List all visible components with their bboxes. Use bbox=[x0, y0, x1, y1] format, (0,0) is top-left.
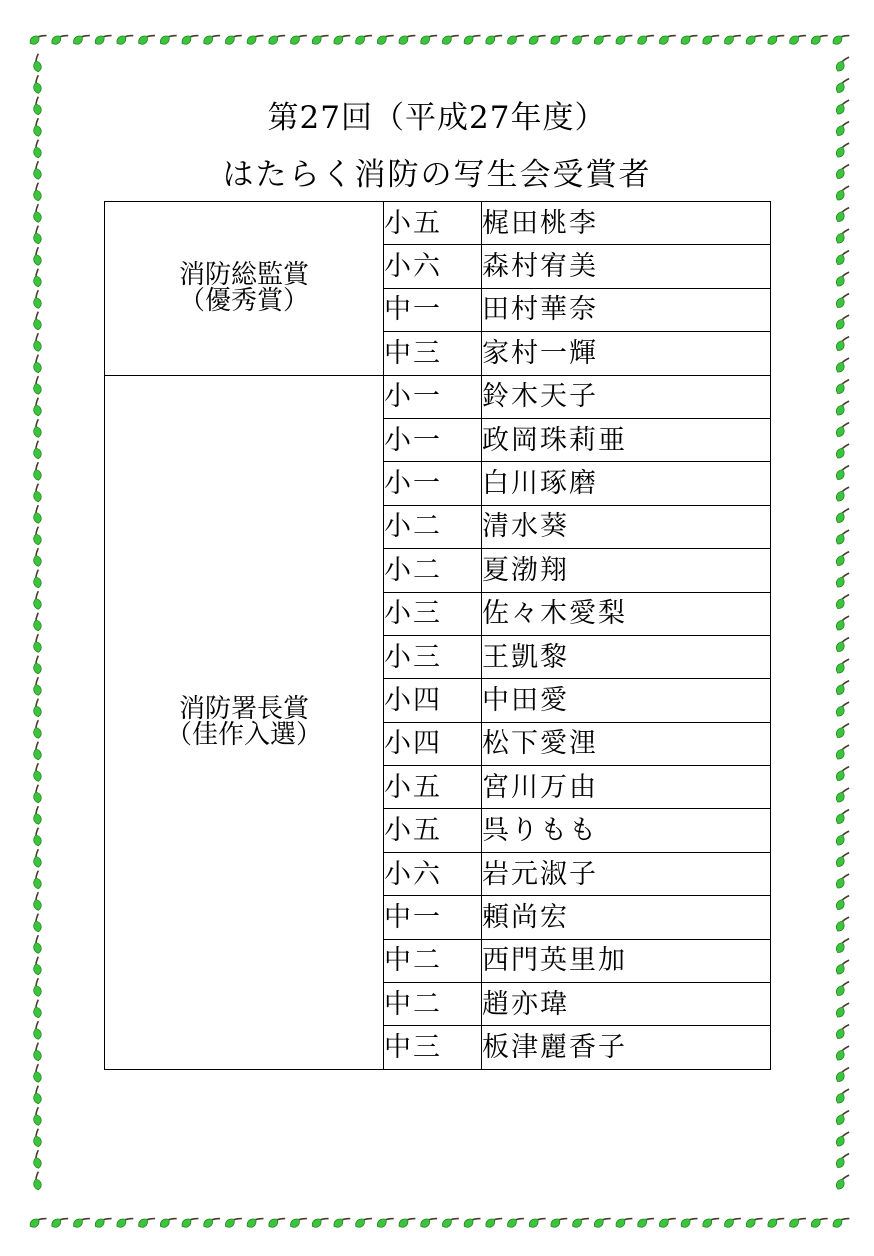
leaf-icon bbox=[835, 957, 849, 976]
leaf-icon bbox=[571, 1212, 589, 1230]
leaf-icon bbox=[30, 355, 44, 374]
grade-cell: 中二 bbox=[384, 939, 482, 982]
leaf-icon bbox=[835, 936, 849, 955]
leaf-icon bbox=[30, 312, 44, 331]
leaf-icon bbox=[419, 1212, 437, 1230]
leaf-icon bbox=[289, 1212, 307, 1230]
leaf-icon bbox=[835, 592, 849, 611]
leaf-icon bbox=[835, 355, 849, 374]
leaf-icon bbox=[30, 484, 44, 503]
leaf-icon bbox=[701, 1212, 719, 1230]
leaf-icon bbox=[332, 29, 350, 47]
grade-cell: 中三 bbox=[384, 332, 482, 375]
leaf-icon bbox=[835, 1129, 849, 1148]
leaf-icon bbox=[158, 1212, 176, 1230]
leaf-icon bbox=[30, 441, 44, 460]
leaf-icon bbox=[835, 506, 849, 525]
leaf-icon bbox=[679, 29, 697, 47]
grade-cell: 中一 bbox=[384, 288, 482, 331]
leaf-icon bbox=[506, 29, 524, 47]
leaf-icon bbox=[835, 656, 849, 675]
leaf-icon bbox=[28, 29, 46, 47]
winner-name-cell: 佐々木愛梨 bbox=[482, 592, 771, 635]
leaf-icon bbox=[831, 1212, 849, 1230]
leaf-icon bbox=[809, 1212, 827, 1230]
winner-name-cell: 森村宥美 bbox=[482, 245, 771, 288]
leaf-icon bbox=[835, 377, 849, 396]
leaf-icon bbox=[835, 463, 849, 482]
winner-name-cell: 西門英里加 bbox=[482, 939, 771, 982]
leaf-icon bbox=[137, 1212, 155, 1230]
leaf-icon bbox=[835, 699, 849, 718]
leaf-icon bbox=[484, 1212, 502, 1230]
winner-name-cell: 家村一輝 bbox=[482, 332, 771, 375]
leaf-icon bbox=[30, 1172, 44, 1191]
leaf-icon bbox=[835, 807, 849, 826]
leaf-icon bbox=[744, 29, 762, 47]
leaf-icon bbox=[267, 1212, 285, 1230]
leaf-icon bbox=[835, 570, 849, 589]
grade-cell: 小三 bbox=[384, 635, 482, 678]
leaf-icon bbox=[835, 721, 849, 740]
leaf-icon bbox=[419, 29, 437, 47]
leaf-icon bbox=[835, 269, 849, 288]
leaf-icon bbox=[30, 269, 44, 288]
leaf-icon bbox=[30, 892, 44, 911]
leaf-icon bbox=[30, 1000, 44, 1019]
leaf-icon bbox=[835, 1022, 849, 1041]
leaf-icon bbox=[835, 1172, 849, 1191]
leaf-icon bbox=[835, 398, 849, 417]
leaf-icon bbox=[30, 699, 44, 718]
leaf-icon bbox=[30, 419, 44, 438]
leaf-icon bbox=[30, 935, 44, 954]
leaf-icon bbox=[636, 29, 654, 47]
leaf-icon bbox=[30, 75, 44, 94]
winner-name-cell: 梶田桃李 bbox=[482, 202, 771, 245]
grade-cell: 小四 bbox=[384, 679, 482, 722]
leaf-icon bbox=[28, 1212, 46, 1230]
leaf-icon bbox=[831, 29, 849, 47]
award-name: 消防総監賞 bbox=[178, 260, 309, 291]
grade-cell: 中一 bbox=[384, 896, 482, 939]
leaf-icon bbox=[835, 1043, 849, 1062]
grade-cell: 小五 bbox=[384, 766, 482, 809]
leaf-icon bbox=[835, 549, 849, 568]
leaf-icon bbox=[527, 1212, 545, 1230]
leaf-icon bbox=[30, 978, 44, 997]
leaf-icon bbox=[30, 290, 44, 309]
leaf-icon bbox=[835, 635, 849, 654]
leaf-icon bbox=[245, 1212, 263, 1230]
leaf-icon bbox=[180, 1212, 198, 1230]
page-subtitle: はたらく消防の写生会受賞者 bbox=[222, 157, 652, 193]
grade-cell: 小一 bbox=[384, 375, 482, 418]
leaf-icon bbox=[549, 1212, 567, 1230]
leaf-icon bbox=[30, 677, 44, 696]
leaf-icon bbox=[158, 29, 176, 47]
leaf-icon bbox=[462, 29, 480, 47]
leaf-icon bbox=[30, 398, 44, 417]
leaf-icon bbox=[30, 785, 44, 804]
leaf-icon bbox=[835, 613, 849, 632]
leaf-icon bbox=[835, 1000, 849, 1019]
leaf-icon bbox=[202, 29, 220, 47]
leaf-icon bbox=[835, 850, 849, 869]
leaf-icon bbox=[30, 828, 44, 847]
leaf-icon bbox=[614, 1212, 632, 1230]
leaf-icon bbox=[310, 1212, 328, 1230]
leaf-icon bbox=[30, 742, 44, 761]
leaf-icon bbox=[440, 29, 458, 47]
grade-cell: 小六 bbox=[384, 852, 482, 895]
grade-cell: 小二 bbox=[384, 505, 482, 548]
leaf-icon bbox=[835, 248, 849, 267]
leaf-icon bbox=[30, 570, 44, 589]
leaf-icon bbox=[614, 29, 632, 47]
winner-name-cell: 田村華奈 bbox=[482, 288, 771, 331]
leaf-icon bbox=[744, 1212, 762, 1230]
leaf-icon bbox=[30, 871, 44, 890]
grade-cell: 小二 bbox=[384, 549, 482, 592]
leaf-icon bbox=[375, 29, 393, 47]
leaf-icon bbox=[835, 420, 849, 439]
leaf-icon bbox=[835, 678, 849, 697]
leaf-icon bbox=[766, 1212, 784, 1230]
leaf-icon bbox=[30, 1150, 44, 1169]
award-name: 消防署長賞 bbox=[178, 694, 309, 725]
leaf-icon bbox=[397, 1212, 415, 1230]
leaf-icon bbox=[835, 893, 849, 912]
leaf-icon bbox=[835, 1086, 849, 1105]
winner-name-cell: 中田愛 bbox=[482, 679, 771, 722]
leaf-icon bbox=[115, 29, 133, 47]
leaf-icon bbox=[592, 29, 610, 47]
leaf-icon bbox=[30, 226, 44, 245]
leaf-icon bbox=[679, 1212, 697, 1230]
leaf-icon bbox=[354, 1212, 372, 1230]
grade-cell: 小一 bbox=[384, 462, 482, 505]
grade-cell: 小六 bbox=[384, 245, 482, 288]
winner-name-cell: 王凱黎 bbox=[482, 635, 771, 678]
leaf-icon bbox=[30, 1107, 44, 1126]
leaf-icon bbox=[549, 29, 567, 47]
leaf-icon bbox=[30, 957, 44, 976]
leaf-icon bbox=[332, 1212, 350, 1230]
winner-name-cell: 趙亦瑋 bbox=[482, 983, 771, 1026]
leaf-icon bbox=[723, 1212, 741, 1230]
leaf-icon bbox=[30, 1021, 44, 1040]
award-category-cell bbox=[105, 375, 384, 1069]
leaf-icon bbox=[835, 334, 849, 353]
leaf-icon bbox=[835, 785, 849, 804]
leaf-icon bbox=[115, 1212, 133, 1230]
leaf-icon bbox=[835, 764, 849, 783]
leaf-icon bbox=[592, 1212, 610, 1230]
leaf-icon bbox=[30, 527, 44, 546]
leaf-icon bbox=[835, 979, 849, 998]
leaf-icon bbox=[657, 29, 675, 47]
winner-name-cell: 松下愛浬 bbox=[482, 722, 771, 765]
leaf-icon bbox=[93, 1212, 111, 1230]
leaf-icon bbox=[30, 806, 44, 825]
leaf-icon bbox=[835, 527, 849, 546]
leaf-icon bbox=[571, 29, 589, 47]
award-subtitle: （優秀賞） bbox=[178, 286, 309, 317]
winner-name-cell: 夏渤翔 bbox=[482, 549, 771, 592]
leaf-icon bbox=[30, 204, 44, 223]
winner-name-cell: 鈴木天子 bbox=[482, 375, 771, 418]
leaf-icon bbox=[766, 29, 784, 47]
winner-name-cell: 政岡珠莉亜 bbox=[482, 418, 771, 461]
leaf-icon bbox=[30, 54, 44, 73]
leaf-icon bbox=[267, 29, 285, 47]
leaf-icon bbox=[50, 29, 68, 47]
leaf-icon bbox=[30, 634, 44, 653]
leaf-icon bbox=[835, 54, 849, 73]
winner-name-cell: 岩元淑子 bbox=[482, 852, 771, 895]
leaf-icon bbox=[835, 291, 849, 310]
winner-name-cell: 呉りもも bbox=[482, 809, 771, 852]
leaf-icon bbox=[809, 29, 827, 47]
leaf-icon bbox=[30, 763, 44, 782]
award-category-cell bbox=[105, 202, 384, 376]
leaf-icon bbox=[30, 548, 44, 567]
leaf-icon bbox=[30, 376, 44, 395]
leaf-icon bbox=[835, 226, 849, 245]
leaf-icon bbox=[788, 1212, 806, 1230]
leaf-icon bbox=[835, 1108, 849, 1127]
leaf-icon bbox=[30, 505, 44, 524]
grade-cell: 小五 bbox=[384, 809, 482, 852]
leaf-icon bbox=[245, 29, 263, 47]
leaf-icon bbox=[375, 1212, 393, 1230]
leaf-icon bbox=[636, 1212, 654, 1230]
winner-name-cell: 頼尚宏 bbox=[482, 896, 771, 939]
grade-cell: 小四 bbox=[384, 722, 482, 765]
leaf-icon bbox=[835, 742, 849, 761]
winner-name-cell: 清水葵 bbox=[482, 505, 771, 548]
leaf-icon bbox=[788, 29, 806, 47]
leaf-icon bbox=[835, 441, 849, 460]
leaf-icon bbox=[723, 29, 741, 47]
leaf-icon bbox=[30, 720, 44, 739]
leaf-icon bbox=[223, 29, 241, 47]
leaf-icon bbox=[30, 1086, 44, 1105]
leaf-icon bbox=[30, 656, 44, 675]
leaf-icon bbox=[701, 29, 719, 47]
leaf-icon bbox=[30, 1043, 44, 1062]
leaf-icon bbox=[72, 1212, 90, 1230]
leaf-icon bbox=[223, 1212, 241, 1230]
leaf-icon bbox=[440, 1212, 458, 1230]
leaf-icon bbox=[30, 1064, 44, 1083]
page-title: 第27回（平成27年度） bbox=[267, 100, 607, 136]
leaf-icon bbox=[30, 849, 44, 868]
leaf-icon bbox=[180, 29, 198, 47]
table-row bbox=[105, 375, 771, 418]
leaf-icon bbox=[30, 591, 44, 610]
leaf-icon bbox=[30, 1129, 44, 1148]
grade-cell: 小一 bbox=[384, 418, 482, 461]
leaf-icon bbox=[50, 1212, 68, 1230]
leaf-icon bbox=[527, 29, 545, 47]
winner-name-cell: 宮川万由 bbox=[482, 766, 771, 809]
grade-cell: 中二 bbox=[384, 983, 482, 1026]
leaf-icon bbox=[72, 29, 90, 47]
leaf-icon bbox=[202, 1212, 220, 1230]
grade-cell: 中三 bbox=[384, 1026, 482, 1069]
award-table bbox=[104, 201, 771, 1070]
leaf-icon bbox=[835, 1065, 849, 1084]
winner-name-cell: 白川琢磨 bbox=[482, 462, 771, 505]
leaf-icon bbox=[310, 29, 328, 47]
leaf-icon bbox=[30, 247, 44, 266]
leaf-icon bbox=[30, 613, 44, 632]
leaf-icon bbox=[30, 333, 44, 352]
leaf-icon bbox=[137, 29, 155, 47]
table-row bbox=[105, 202, 771, 245]
leaf-icon bbox=[657, 1212, 675, 1230]
leaf-icon bbox=[835, 914, 849, 933]
winner-name-cell: 板津麗香子 bbox=[482, 1026, 771, 1069]
award-subtitle: （佳作入選） bbox=[165, 720, 322, 751]
leaf-icon bbox=[835, 1151, 849, 1170]
leaf-icon bbox=[93, 29, 111, 47]
leaf-icon bbox=[835, 312, 849, 331]
leaf-icon bbox=[835, 76, 849, 95]
leaf-icon bbox=[30, 462, 44, 481]
leaf-icon bbox=[397, 29, 415, 47]
leaf-icon bbox=[835, 205, 849, 224]
leaf-icon bbox=[835, 484, 849, 503]
leaf-icon bbox=[835, 871, 849, 890]
grade-cell: 小三 bbox=[384, 592, 482, 635]
leaf-icon bbox=[289, 29, 307, 47]
leaf-icon bbox=[835, 828, 849, 847]
grade-cell: 小五 bbox=[384, 202, 482, 245]
leaf-icon bbox=[354, 29, 372, 47]
leaf-icon bbox=[506, 1212, 524, 1230]
leaf-icon bbox=[30, 914, 44, 933]
leaf-icon bbox=[484, 29, 502, 47]
leaf-icon bbox=[462, 1212, 480, 1230]
